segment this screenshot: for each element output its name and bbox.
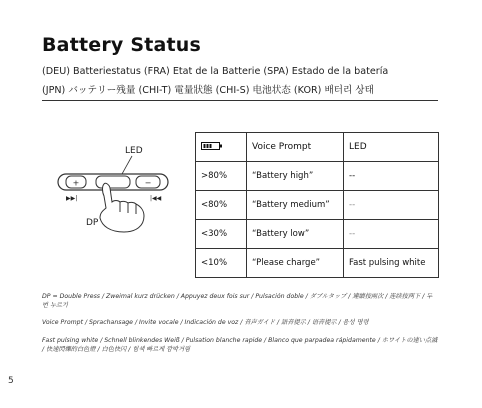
- footnote-double-press: DP = Double Press / Zweimal kurz drücken / Appuyez deux fois sur / Pulsación doble / ダブルタップ / 連續按兩次 / 连续按两下 / 두 번 누르기: [42, 293, 433, 309]
- voice-prompt-cell: “Battery low”: [247, 220, 344, 249]
- headset-illustration: [52, 140, 182, 240]
- battery-icon-header: [196, 133, 247, 162]
- led-pointer-line: [122, 156, 132, 174]
- footnote-voice-prompt: Voice Prompt / Sprachansage / Invite vocale / Indicación de voz / 音声ガイド / 語音提示 / 语音提示 / 음성 명령: [42, 319, 369, 326]
- battery-level-cell: <30%: [196, 220, 247, 249]
- table-row: [196, 249, 439, 278]
- svg-text:+: +: [72, 178, 80, 188]
- table-row: [196, 162, 439, 191]
- page-title: Battery Status: [42, 34, 202, 56]
- battery-icon: [201, 141, 223, 151]
- voice-prompt-cell: “Please charge”: [247, 249, 344, 278]
- battery-level-cell: >80%: [196, 162, 247, 191]
- svg-text:−: −: [144, 178, 152, 188]
- led-cell: --: [344, 191, 439, 220]
- footnote-fast-pulsing: Fast pulsing white / Schnell blinkendes Weiß / Pulsation blanche rapide / Blanco que parpadea rápidamente / ホワイトの速い点滅 / 快速閃爍的白色燈 / 白色快闪 / 힘색 빠르게 깜박거림: [42, 337, 438, 353]
- battery-status-table: [195, 132, 439, 278]
- previous-track-icon: |◀◀: [150, 195, 162, 202]
- translations-line-1: (DEU) Batteriestatus (FRA) Etat de la Batterie (SPA) Estado de la batería: [42, 66, 389, 77]
- title-divider: [42, 100, 438, 101]
- led-header: LED: [344, 133, 439, 162]
- voice-prompt-cell: “Battery medium”: [247, 191, 344, 220]
- play-pause-button-icon: [66, 176, 86, 188]
- led-label: LED: [125, 146, 143, 156]
- led-cell: --: [344, 220, 439, 249]
- next-track-icon: ▶▶|: [66, 195, 78, 202]
- table-header-row: [196, 133, 439, 162]
- table-row: [196, 191, 439, 220]
- table-row: [196, 220, 439, 249]
- voice-prompt-header: Voice Prompt: [247, 133, 344, 162]
- voice-prompt-cell: “Battery high”: [247, 162, 344, 191]
- dp-label: DP: [86, 218, 99, 228]
- center-button: [96, 176, 130, 188]
- battery-level-cell: <80%: [196, 191, 247, 220]
- translations-line-2: (JPN) バッテリー残量 (CHI-T) 電量狀態 (CHI-S) 电池状态 (KOR) 배터리 상태: [42, 85, 374, 96]
- led-cell: Fast pulsing white: [344, 249, 439, 278]
- led-cell: --: [344, 162, 439, 191]
- battery-level-cell: <10%: [196, 249, 247, 278]
- page-number: 5: [8, 376, 14, 386]
